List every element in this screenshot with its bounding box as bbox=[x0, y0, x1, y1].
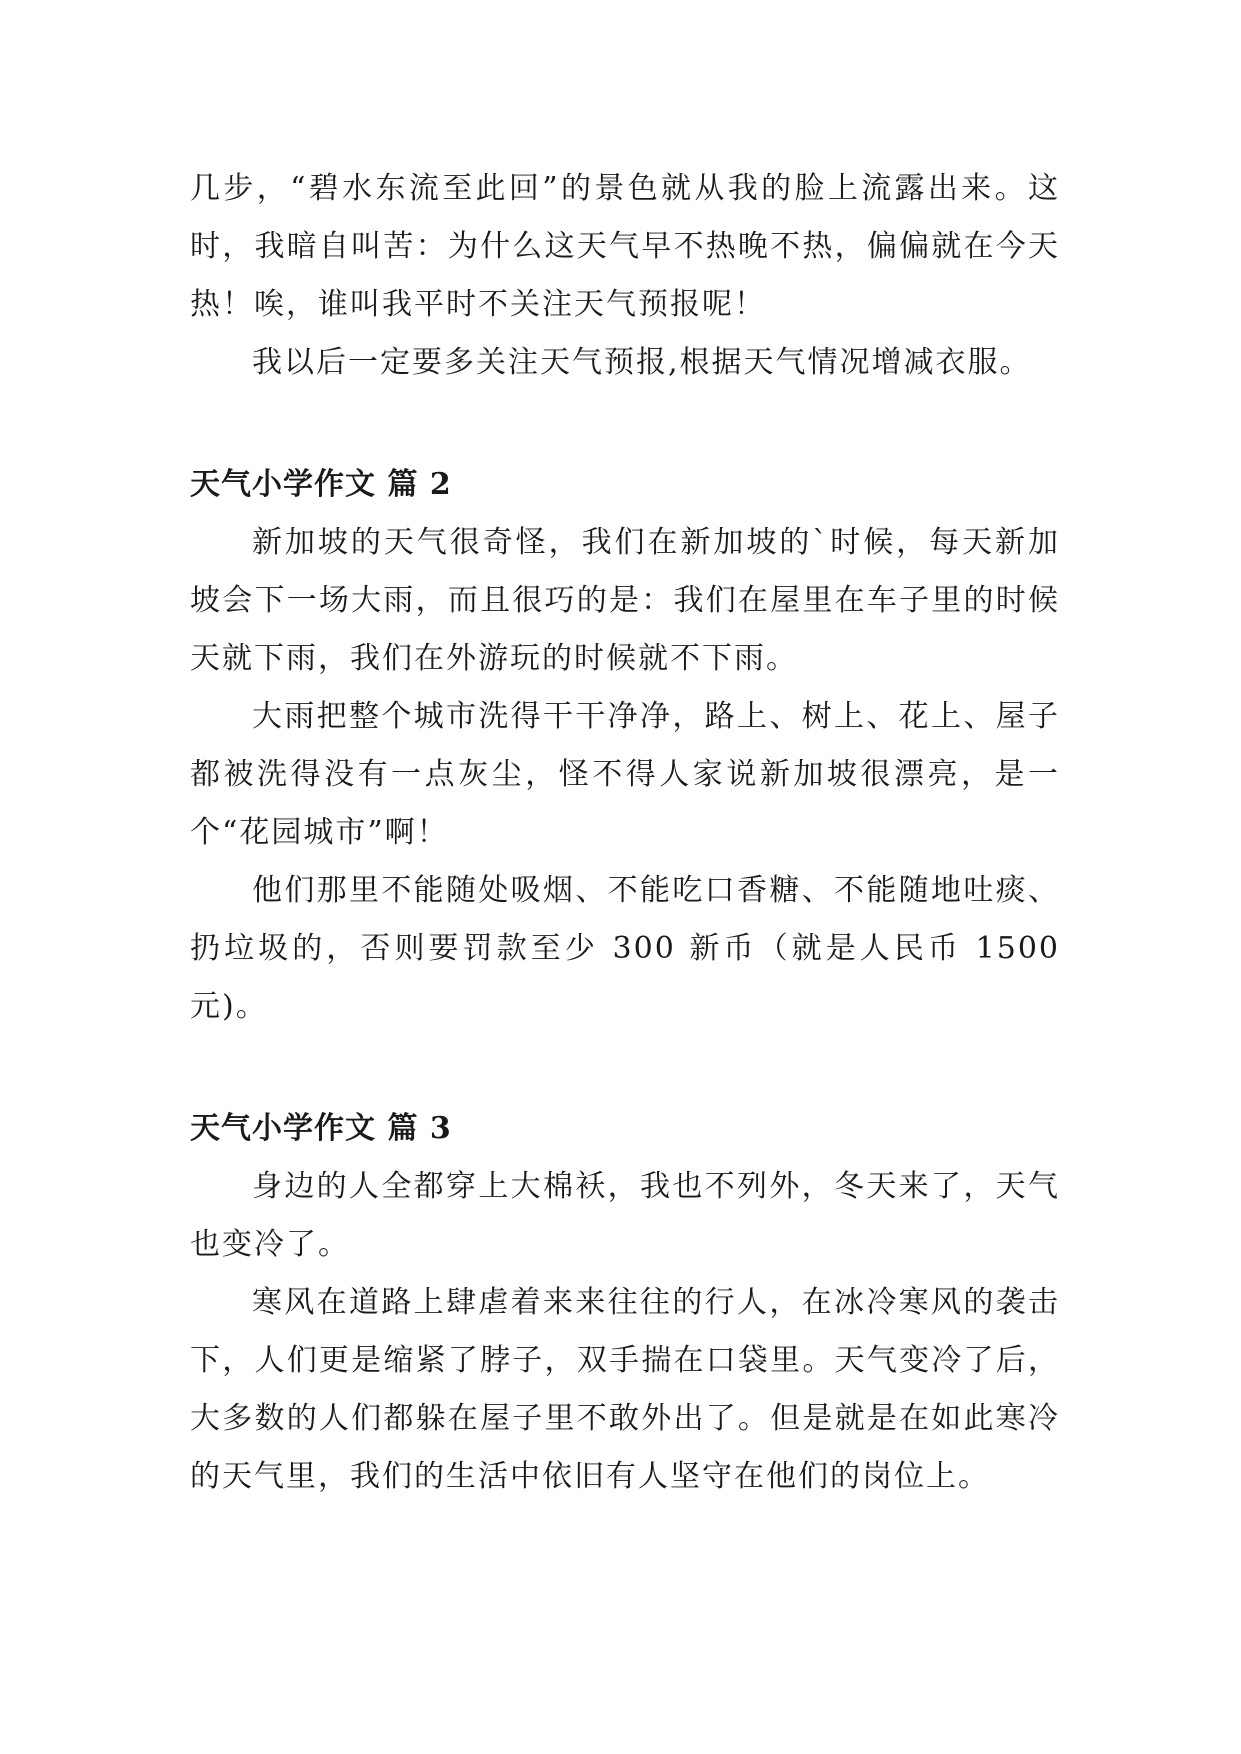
paragraph: 寒风在道路上肆虐着来来往往的行人，在冰冷寒风的袭击下，人们更是缩紧了脖子，双手揣在口袋里。天气变冷了后，大多数的人们都躲在屋子里不敢外出了。但是就是在如此寒冷的天气里，我们的生活中依旧有人坚守在他们的岗位上。 bbox=[190, 1285, 1060, 1494]
section-gap bbox=[190, 1036, 1060, 1100]
paragraph: 新加坡的天气很奇怪，我们在新加坡的`时候，每天新加坡会下一场大雨，而且很巧的是：我们在屋里在车子里的时候天就下雨，我们在外游玩的时候就不下雨。 bbox=[190, 525, 1060, 676]
section-heading: 天气小学作文 篇 3 bbox=[190, 1111, 452, 1146]
section-heading: 天气小学作文 篇 2 bbox=[190, 467, 452, 502]
section-1 bbox=[190, 160, 1060, 392]
paragraph: 我以后一定要多关注天气预报,根据天气情况增减衣服。 bbox=[252, 345, 1032, 380]
paragraph: 他们那里不能随处吸烟、不能吃口香糖、不能随地吐痰、扔垃圾的，否则要罚款至少 300 新币（就是人民币 1500 元)。 bbox=[190, 873, 1060, 1024]
paragraph: 身边的人全都穿上大棉袄，我也不列外，冬天来了，天气也变冷了。 bbox=[190, 1169, 1060, 1262]
document-page bbox=[190, 160, 1060, 1506]
paragraph: 大雨把整个城市洗得干干净净，路上、树上、花上、屋子都被洗得没有一点灰尘，怪不得人家说新加坡很漂亮，是一个“花园城市”啊！ bbox=[190, 699, 1060, 850]
section-2 bbox=[190, 456, 1060, 1036]
section-3 bbox=[190, 1100, 1060, 1506]
paragraph: 几步，“碧水东流至此回”的景色就从我的脸上流露出来。这时，我暗自叫苦：为什么这天气早不热晚不热，偏偏就在今天热！唉，谁叫我平时不关注天气预报呢！ bbox=[190, 171, 1060, 322]
section-gap bbox=[190, 392, 1060, 456]
